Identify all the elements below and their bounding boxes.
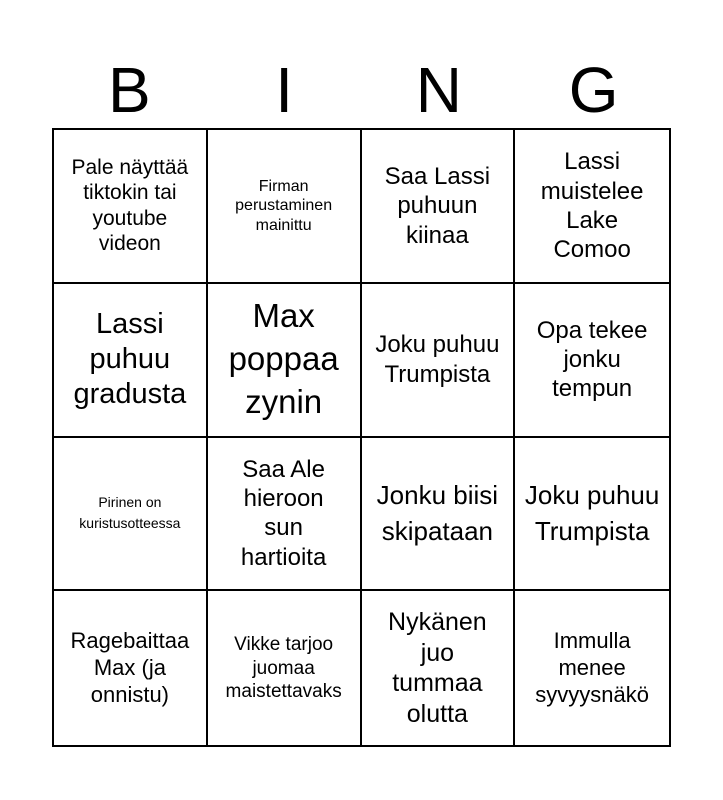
bingo-cell-text: Max poppaa zynin xyxy=(228,297,339,421)
bingo-cell-text: Pale näyttää tiktokin tai youtube videon xyxy=(71,155,189,256)
bingo-cell-text: Joku puhuu Trumpista xyxy=(375,331,500,388)
bingo-cell-text: Ragebaittaa Max (ja onnistu) xyxy=(70,627,190,707)
bingo-cell-text: Pirinen on kuristusotteessa xyxy=(79,494,181,532)
bingo-cell-text: Lassi muistelee Lake Comoo xyxy=(540,148,644,264)
bingo-cell-text: Saa Lassi puhuun kiinaa xyxy=(384,162,491,249)
bingo-cell[interactable] xyxy=(362,130,516,284)
bingo-cell-text: Immulla menee syvyysnäkö xyxy=(535,627,649,707)
bingo-cell-text: Saa Ale hieroon sun hartioita xyxy=(240,455,327,571)
bingo-cell[interactable] xyxy=(54,130,208,284)
header-letter-i: I xyxy=(275,54,294,126)
bingo-cell[interactable] xyxy=(208,591,362,745)
bingo-cell[interactable] xyxy=(208,284,362,438)
bingo-cell-text: Opa tekee jonku tempun xyxy=(536,316,648,403)
bingo-header xyxy=(52,52,671,128)
bingo-cell[interactable] xyxy=(362,591,516,745)
bingo-cell[interactable] xyxy=(515,284,669,438)
bingo-cell[interactable] xyxy=(208,130,362,284)
bingo-cell-text: Vikke tarjoo juomaa maistettavaks xyxy=(225,634,342,702)
bingo-cell[interactable] xyxy=(362,284,516,438)
bingo-cell-text: Lassi puhuu gradusta xyxy=(73,307,187,411)
header-letter-b: B xyxy=(108,54,151,126)
bingo-cell[interactable] xyxy=(515,438,669,592)
bingo-cell-text: Jonku biisi skipataan xyxy=(376,479,499,547)
bingo-cell[interactable] xyxy=(54,591,208,745)
header-letter-n: N xyxy=(415,54,462,126)
bingo-cell[interactable] xyxy=(54,438,208,592)
bingo-cell-text: Firman perustaminen mainittu xyxy=(235,177,333,234)
bingo-board xyxy=(52,128,671,747)
bingo-cell[interactable] xyxy=(208,438,362,592)
bingo-cell[interactable] xyxy=(362,438,516,592)
bingo-cell-text: Joku puhuu Trumpista xyxy=(524,479,660,547)
bingo-cell-text: Nykänen juo tummaa olutta xyxy=(388,608,487,728)
bingo-cell[interactable] xyxy=(515,591,669,745)
bingo-cell[interactable] xyxy=(515,130,669,284)
header-letter-g: G xyxy=(568,54,619,126)
bingo-cell[interactable] xyxy=(54,284,208,438)
